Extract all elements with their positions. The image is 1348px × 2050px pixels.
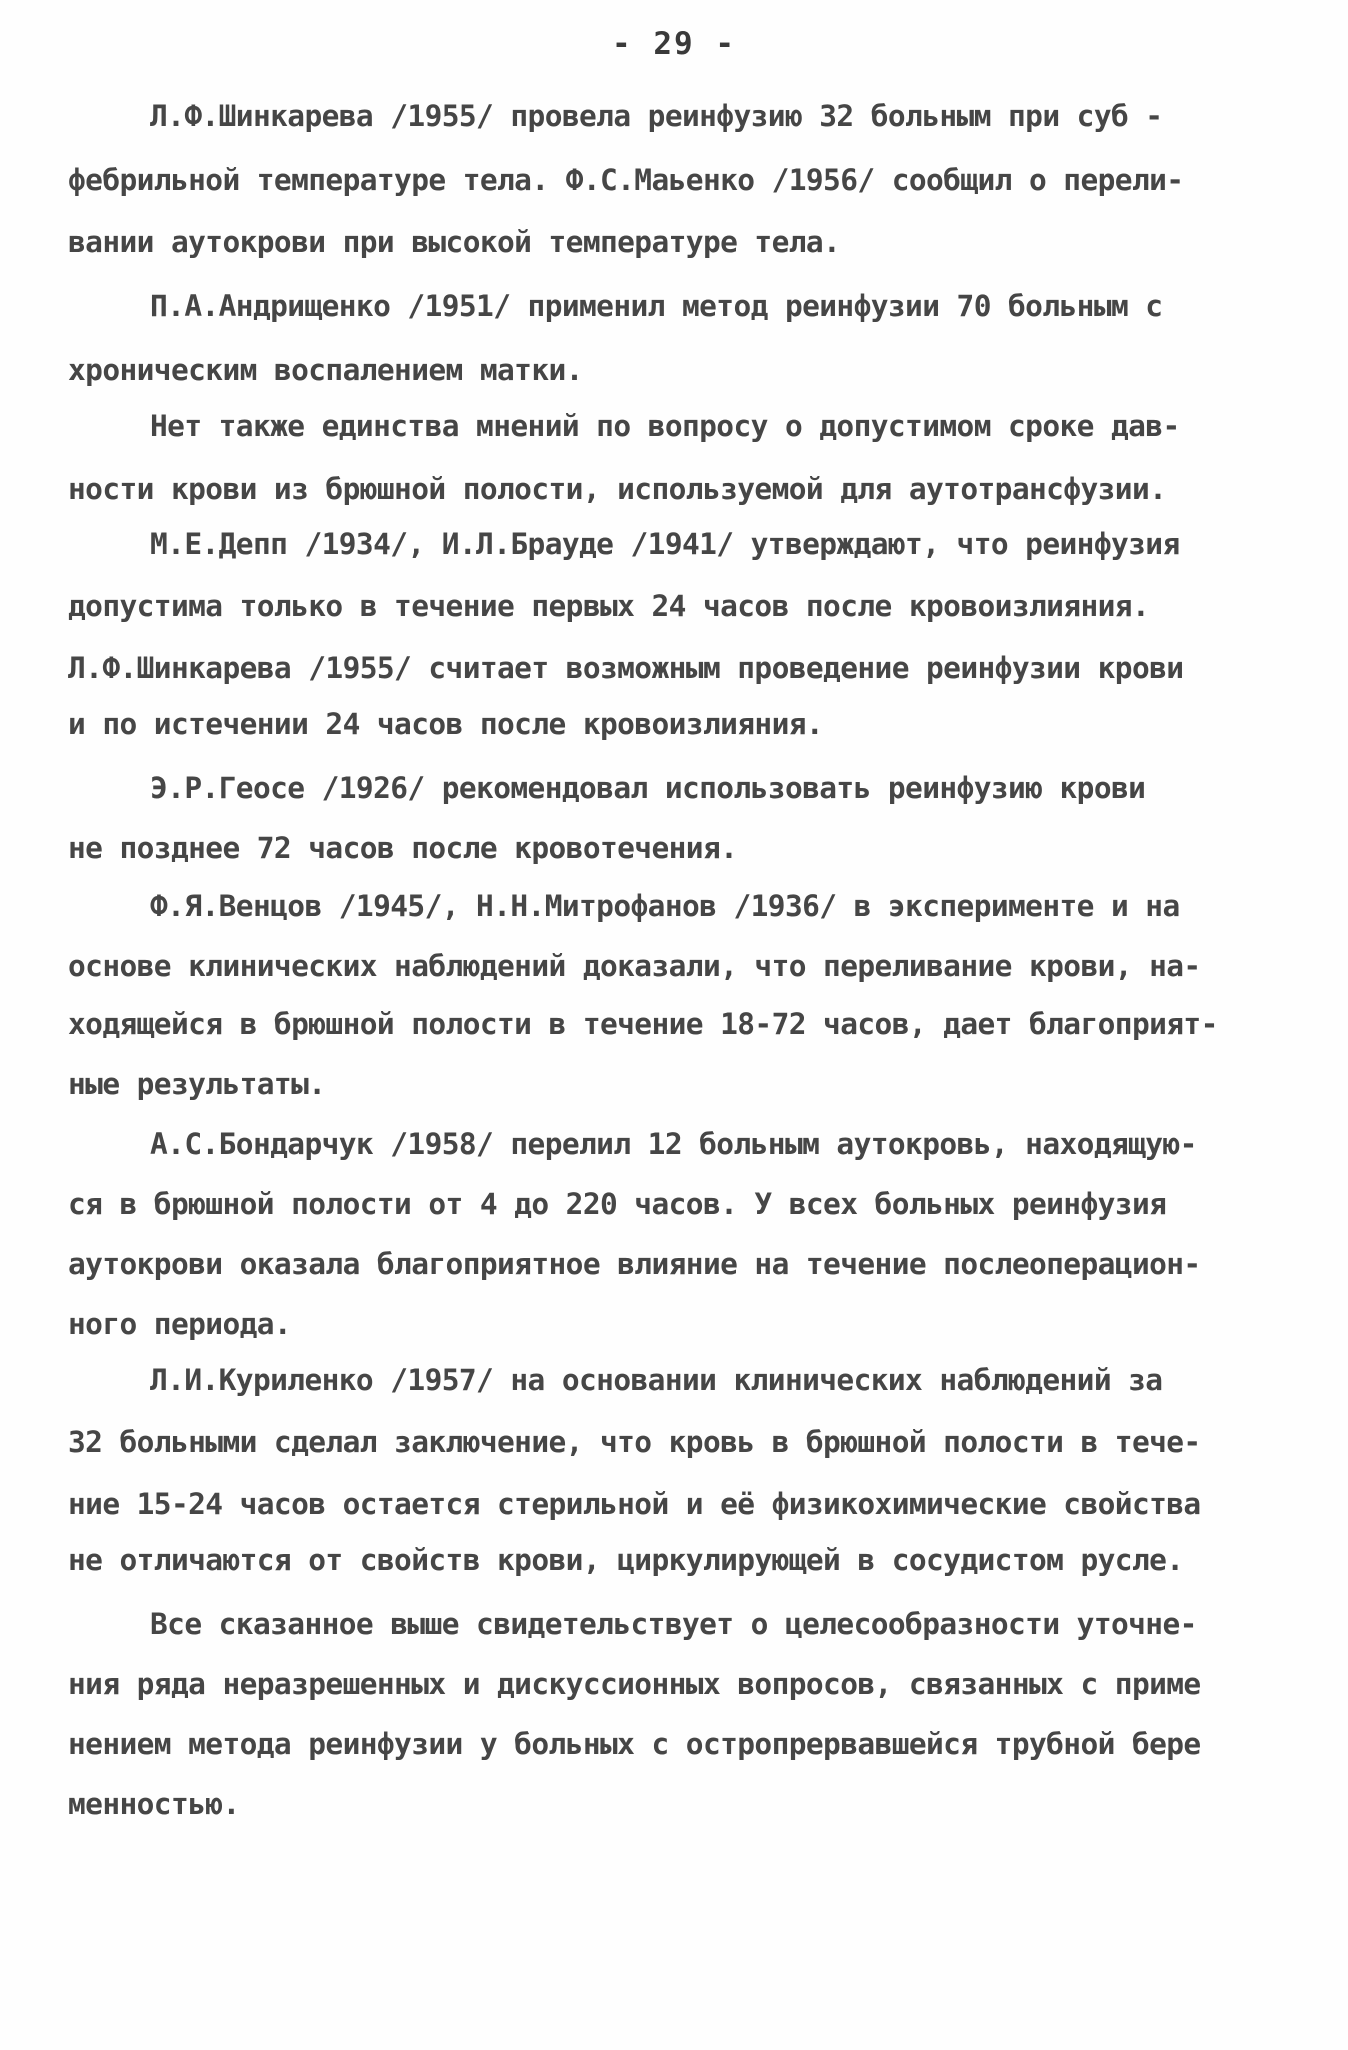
text-line: ся в брюшной полости от 4 до 220 часов. У всех больных реинфузия bbox=[68, 1187, 1167, 1221]
text-line: допустима только в течение первых 24 часов после кровоизлияния. bbox=[68, 589, 1150, 623]
text-line: 32 больными сделал заключение, что кровь в брюшной полости в тече- bbox=[68, 1425, 1201, 1459]
text-line: ние 15-24 часов остается стерильной и её физикохимические свойства bbox=[68, 1487, 1201, 1521]
text-line: А.С.Бондарчук /1958/ перелил 12 больным аутокровь, находящую- bbox=[150, 1127, 1197, 1161]
text-line: П.А.Андрищенко /1951/ применил метод реинфузии 70 больным с bbox=[150, 289, 1163, 323]
text-line: хроническим воспалением матки. bbox=[68, 353, 583, 387]
text-line: Л.Ф.Шинкарева /1955/ провела реинфузию 32 больным при суб - bbox=[150, 99, 1163, 133]
text-line: Л.Ф.Шинкарева /1955/ считает возможным проведение реинфузии крови bbox=[68, 651, 1184, 685]
text-line: аутокрови оказала благоприятное влияние на течение послеоперацион- bbox=[68, 1247, 1201, 1281]
text-line: Нет также единства мнений по вопросу о допустимом сроке дав- bbox=[150, 409, 1180, 443]
text-line: ходящейся в брюшной полости в течение 18-72 часов, дает благоприят- bbox=[68, 1007, 1218, 1041]
text-line: менностью. bbox=[68, 1787, 240, 1821]
text-line: ния ряда неразрешенных и дискуссионных вопросов, связанных с приме bbox=[68, 1667, 1201, 1701]
text-line: ности крови из брюшной полости, используемой для аутотрансфузии. bbox=[68, 472, 1167, 506]
text-line: Все сказанное выше свидетельствует о целесообразности уточне- bbox=[150, 1607, 1197, 1641]
text-line: Э.Р.Геосе /1926/ рекомендовал использовать реинфузию крови bbox=[150, 771, 1146, 805]
page-number: - 29 - bbox=[612, 26, 736, 62]
text-line: ного периода. bbox=[68, 1307, 292, 1341]
text-line: Л.И.Куриленко /1957/ на основании клинических наблюдений за bbox=[150, 1363, 1163, 1397]
text-line: Ф.Я.Венцов /1945/, Н.Н.Митрофанов /1936/ в эксперименте и на bbox=[150, 889, 1180, 923]
text-line: основе клинических наблюдений доказали, что переливание крови, на- bbox=[68, 949, 1201, 983]
text-line: не отличаются от свойств крови, циркулирующей в сосудистом русле. bbox=[68, 1543, 1184, 1577]
text-line: не позднее 72 часов после кровотечения. bbox=[68, 831, 738, 865]
text-line: нением метода реинфузии у больных с остропрервавшейся трубной бере bbox=[68, 1727, 1201, 1761]
text-line: фебрильной температуре тела. Ф.С.Маьенко /1956/ сообщил о перели- bbox=[68, 163, 1184, 197]
text-line: М.Е.Депп /1934/, И.Л.Брауде /1941/ утверждают, что реинфузия bbox=[150, 527, 1180, 561]
text-line: ные результаты. bbox=[68, 1067, 326, 1101]
text-line: и по истечении 24 часов после кровоизлияния. bbox=[68, 707, 824, 741]
text-line: вании аутокрови при высокой температуре тела. bbox=[68, 225, 841, 259]
